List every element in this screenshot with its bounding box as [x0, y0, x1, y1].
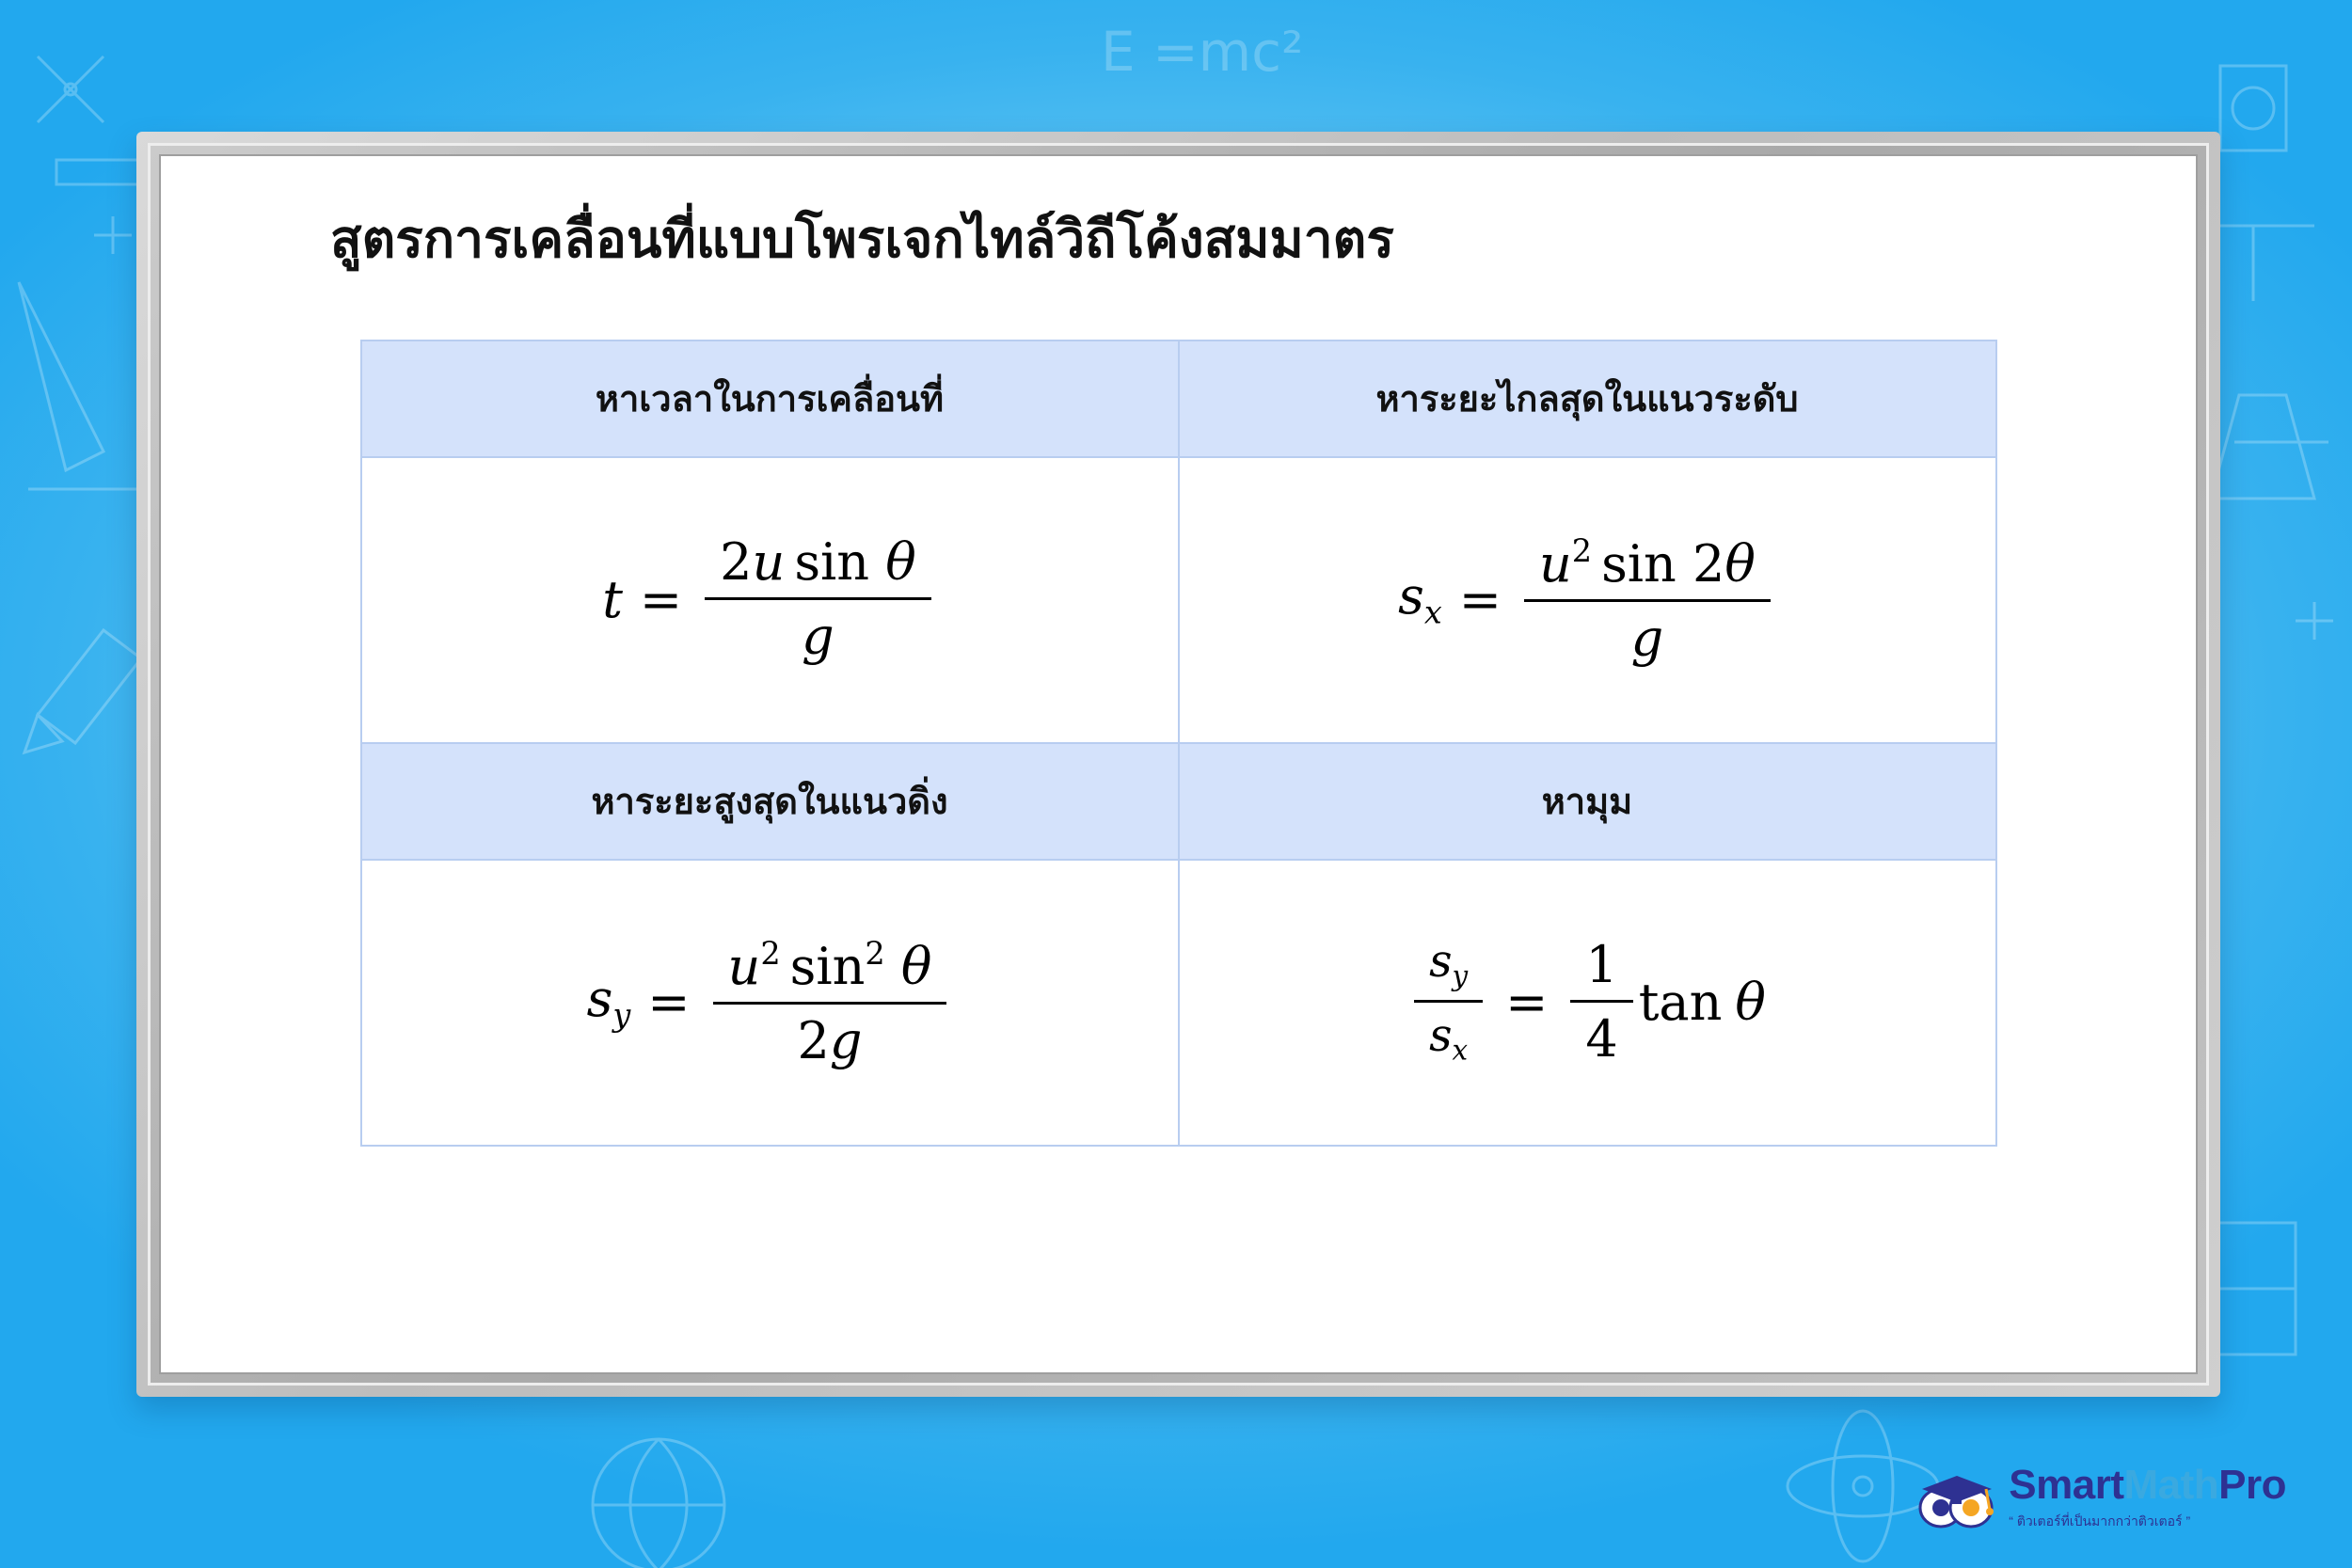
- var-theta: θ: [900, 936, 932, 996]
- formula-lhs: [586, 968, 631, 1034]
- formula-cell-time: [361, 457, 1179, 743]
- table-row: [361, 457, 1996, 743]
- logo-wordmark: [2009, 1462, 2286, 1508]
- fraction-denominator: g: [705, 597, 931, 662]
- var-u: u: [1538, 533, 1572, 594]
- subscript-y: y: [1452, 959, 1469, 992]
- slide-content: [161, 156, 2196, 1372]
- page-title: สูตรการเคลื่อนที่แบบโพรเจกไทล์วิถีโค้งสมมาตร: [330, 210, 1394, 268]
- formula-height: [586, 935, 953, 1070]
- subscript-x: x: [1452, 1034, 1469, 1067]
- fraction: [713, 935, 947, 1070]
- var-s: s: [1429, 1010, 1453, 1062]
- fraction-numerator: [1524, 532, 1771, 599]
- sin-operator: sin: [794, 532, 870, 592]
- table-row: [361, 743, 1996, 860]
- exponent-two: 2: [865, 935, 885, 973]
- equals-sign: =: [639, 569, 683, 629]
- doodle-formula-text: E =mc²: [1101, 20, 1304, 84]
- fraction-denominator: g: [1524, 599, 1771, 664]
- formula-cell-range: [1179, 457, 1996, 743]
- logo-part-pro: Pro: [2218, 1462, 2286, 1508]
- numeral-two: 2: [1692, 533, 1725, 594]
- header-cell-height: หาระยะสูงสุดในแนวดิ่ง: [361, 743, 1179, 860]
- frame-bevel: [148, 143, 2209, 1386]
- fraction-numerator: [705, 532, 931, 597]
- numeral-two: 2: [797, 1010, 830, 1070]
- fraction-denominator: 4: [1570, 1000, 1632, 1065]
- formula-cell-height: [361, 860, 1179, 1146]
- sin-operator: sin: [1601, 533, 1677, 594]
- table-row: [361, 341, 1996, 457]
- sin-operator: sin: [789, 936, 866, 996]
- whiteboard-frame: [136, 132, 2220, 1397]
- var-g: g: [829, 1010, 863, 1070]
- formula-table: [360, 340, 1997, 1147]
- exponent-two: 2: [760, 935, 781, 973]
- tan-operator: tan: [1638, 972, 1723, 1032]
- fraction-rhs: [1570, 935, 1632, 1069]
- fraction: [1524, 532, 1771, 668]
- var-u: u: [727, 936, 761, 996]
- graduate-owl-icon: [1916, 1466, 1997, 1532]
- formula-lhs: [1398, 565, 1442, 631]
- header-cell-time: หาเวลาในการเคลื่อนที่: [361, 341, 1179, 457]
- var-s: s: [586, 968, 613, 1028]
- subscript-y: y: [612, 996, 631, 1034]
- logo-text-block: [2009, 1462, 2286, 1532]
- var-theta: θ: [1724, 533, 1756, 594]
- exponent-two: 2: [1571, 532, 1593, 570]
- var-u: u: [752, 532, 786, 592]
- var-s: s: [1398, 565, 1424, 626]
- numeral-two: 2: [720, 532, 753, 592]
- var-theta: θ: [1735, 972, 1766, 1032]
- formula-range: [1398, 532, 1776, 668]
- header-cell-range: หาระยะไกลสุดในแนวระดับ: [1179, 341, 1996, 457]
- formula-cell-angle: [1179, 860, 1996, 1146]
- formula-lhs: t: [602, 569, 623, 629]
- fraction-denominator: [713, 1002, 947, 1070]
- fraction: [705, 532, 931, 666]
- formula-time: [602, 532, 937, 666]
- equals-sign: =: [1458, 569, 1502, 629]
- equals-sign: =: [1505, 972, 1549, 1032]
- logo-part-math: Math: [2123, 1462, 2219, 1508]
- formula-angle: [1408, 935, 1766, 1069]
- frame-canvas: [159, 154, 2198, 1374]
- fraction-numerator: [1414, 936, 1483, 1000]
- fraction-denominator: [1414, 1000, 1483, 1065]
- logo-part-smart: Smart: [2009, 1462, 2124, 1508]
- fraction-numerator: 1: [1585, 935, 1618, 994]
- fraction-lhs: [1414, 936, 1483, 1067]
- var-theta: θ: [885, 532, 916, 592]
- brand-logo: [1916, 1462, 2286, 1532]
- subscript-x: x: [1423, 594, 1442, 631]
- equals-sign: =: [647, 972, 691, 1032]
- table-row: [361, 860, 1996, 1146]
- var-s: s: [1429, 936, 1453, 989]
- fraction-numerator: [713, 935, 947, 1002]
- header-cell-angle: หามุม: [1179, 743, 1996, 860]
- logo-tagline: “ ติวเตอร์ที่เป็นมากกว่าติวเตอร์ ”: [2009, 1513, 2191, 1528]
